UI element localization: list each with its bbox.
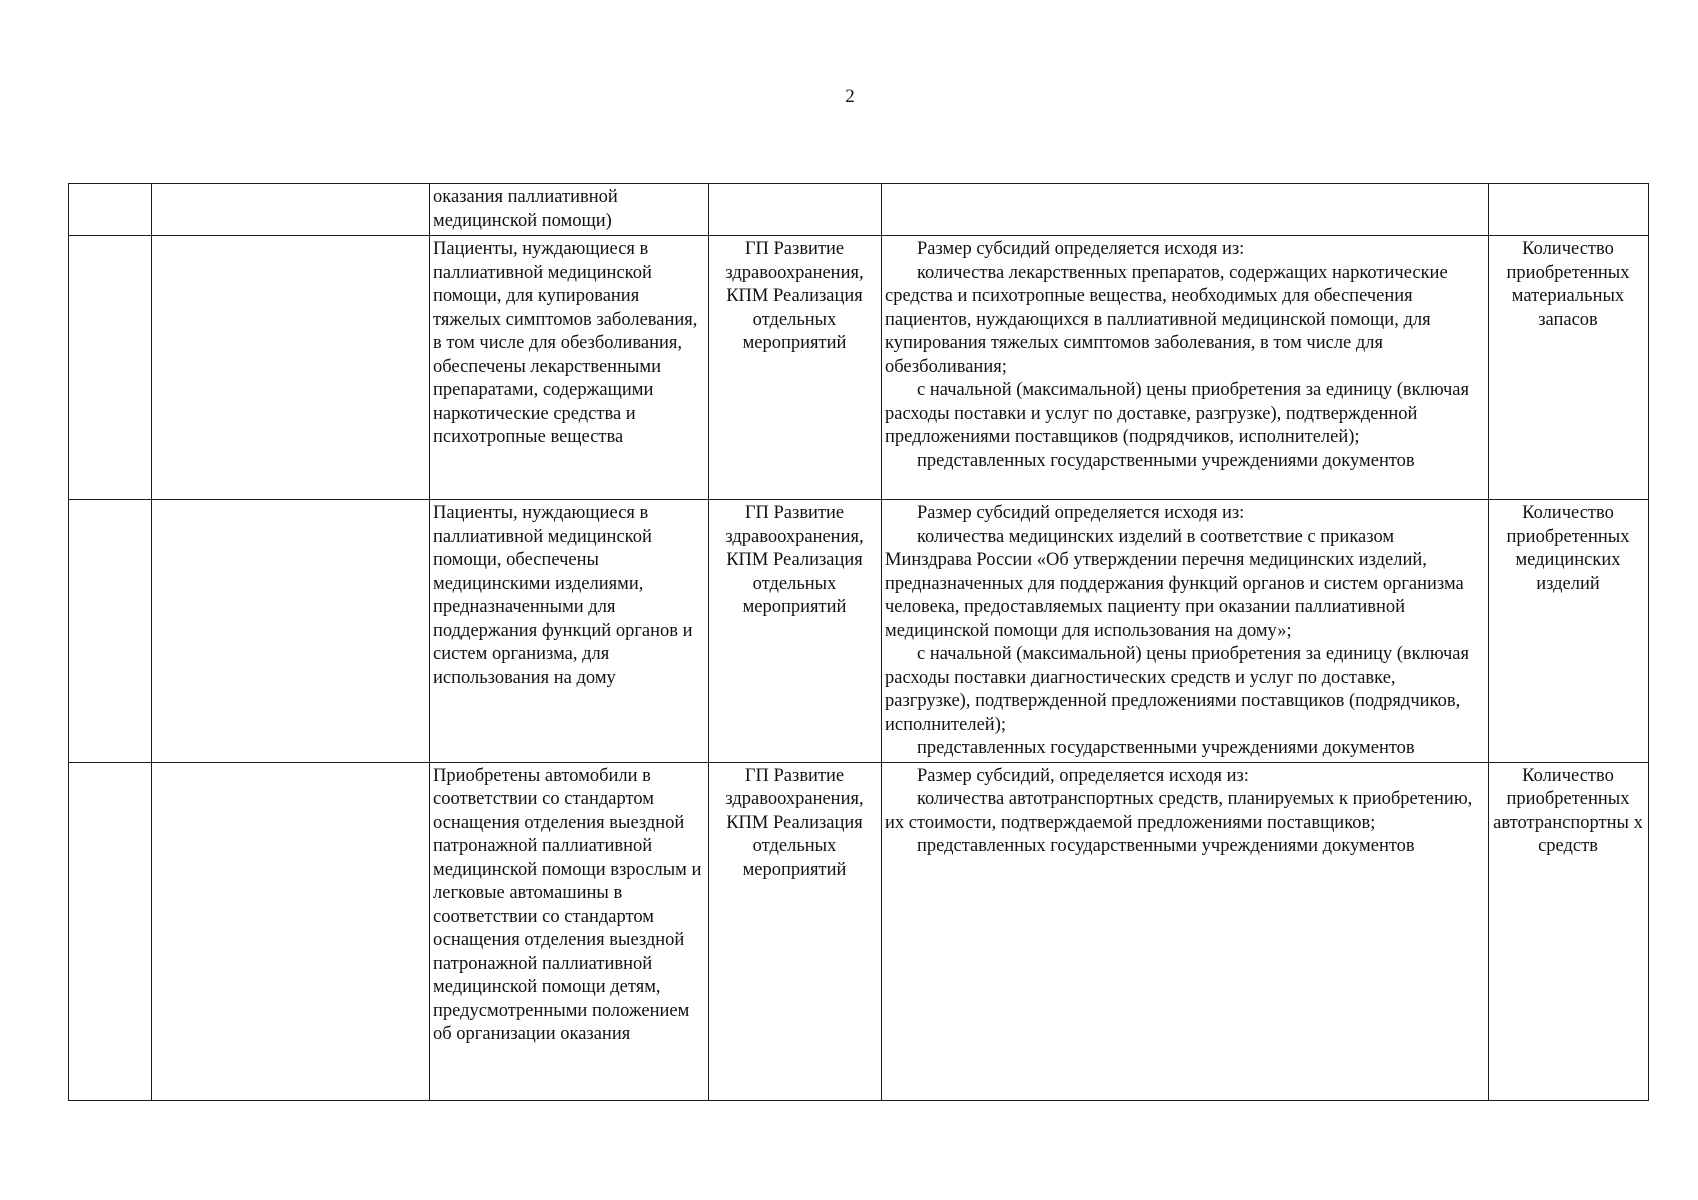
- task-cell: [152, 184, 430, 236]
- indicator-cell: [1489, 184, 1649, 236]
- indicator-cell: Количество приобретенных автотранспортны х средств: [1489, 762, 1649, 1100]
- method-paragraph: Размер субсидий определяется исходя из:: [917, 239, 1245, 259]
- document-table: [68, 183, 1649, 1101]
- result-cell: оказания паллиативной медицинской помощи): [430, 184, 709, 236]
- method-paragraph: с начальной (максимальной) цены приобретения за единицу (включая расходы поставки и услуг по доставке, разгрузке), подтвержденной предложениями поставщиков (подрядчиков, исполнителей);: [885, 380, 1470, 447]
- table-row: [69, 500, 1649, 763]
- page-number: 2: [845, 86, 855, 107]
- table-row: [69, 762, 1649, 1100]
- method-paragraph: представленных государственными учреждениями документов: [917, 836, 1415, 856]
- result-cell: Пациенты, нуждающиеся в паллиативной медицинской помощи, для купирования тяжелых симптомов заболевания, в том числе для обезболивания, обеспечены лекарственными препаратами, содержащими наркотические средства и психотропные вещества: [430, 236, 709, 500]
- indicator-cell: Количество приобретенных медицинских изделий: [1489, 500, 1649, 763]
- program-cell: ГП Развитие здравоохранения, КПМ Реализация отдельных мероприятий: [709, 762, 882, 1100]
- program-cell: ГП Развитие здравоохранения, КПМ Реализация отдельных мероприятий: [709, 236, 882, 500]
- method-paragraph: количества медицинских изделий в соответствие с приказом Минздрава России «Об утверждении перечня медицинских изделий, предназначенных для поддержания функций органов и систем организма человека, предоставляемых пациенту при оказании паллиативной медицинской помощи для использования на дому»;: [885, 526, 1464, 641]
- method-paragraph: Размер субсидий определяется исходя из:: [917, 503, 1245, 523]
- method-paragraph: с начальной (максимальной) цены приобретения за единицу (включая расходы поставки диагностических средств и услуг по доставке, разгрузке), подтвержденной предложениями поставщиков (подрядчиков, исполнителей);: [885, 644, 1470, 735]
- method-paragraph: представленных государственными учреждениями документов: [917, 450, 1415, 471]
- program-cell: ГП Развитие здравоохранения, КПМ Реализация отдельных мероприятий: [709, 500, 882, 763]
- task-cell: [152, 236, 430, 500]
- method-paragraph: Размер субсидий, определяется исходя из:: [917, 765, 1249, 786]
- task-cell: [152, 500, 430, 763]
- table-row: [69, 184, 1649, 236]
- method-paragraph: количества лекарственных препаратов, содержащих наркотические средства и психотропные вещества, необходимых для обеспечения пациентов, нуждающихся в паллиативной медицинской помощи, для купирования тяжелых симптомов заболевания, в том числе для обезболивания;: [885, 262, 1448, 377]
- program-cell: [709, 184, 882, 236]
- method-cell: [882, 236, 1489, 500]
- number-cell: [69, 236, 152, 500]
- method-paragraph: количества автотранспортных средств, планируемых к приобретению, их стоимости, подтверждаемой предложениями поставщиков;: [885, 789, 1473, 833]
- result-cell: Приобретены автомобили в соответствии со стандартом оснащения отделения выездной патронажной паллиативной медицинской помощи взрослым и легковые автомашины в соответствии со стандартом оснащения отделения выездной патронажной паллиативной медицинской помощи детям, предусмотренными положением об организации оказания: [430, 762, 709, 1100]
- number-cell: [69, 500, 152, 763]
- task-cell: [152, 762, 430, 1100]
- method-cell: [882, 500, 1489, 763]
- table-row: [69, 236, 1649, 500]
- method-cell: [882, 184, 1489, 236]
- indicator-cell: Количество приобретенных материальных запасов: [1489, 236, 1649, 500]
- method-cell: [882, 762, 1489, 1100]
- number-cell: [69, 184, 152, 236]
- number-cell: [69, 762, 152, 1100]
- result-cell: Пациенты, нуждающиеся в паллиативной медицинской помощи, обеспечены медицинскими изделиями, предназначенными для поддержания функций органов и систем организма, для использования на дому: [430, 500, 709, 763]
- method-paragraph: представленных государственными учреждениями документов: [917, 738, 1415, 758]
